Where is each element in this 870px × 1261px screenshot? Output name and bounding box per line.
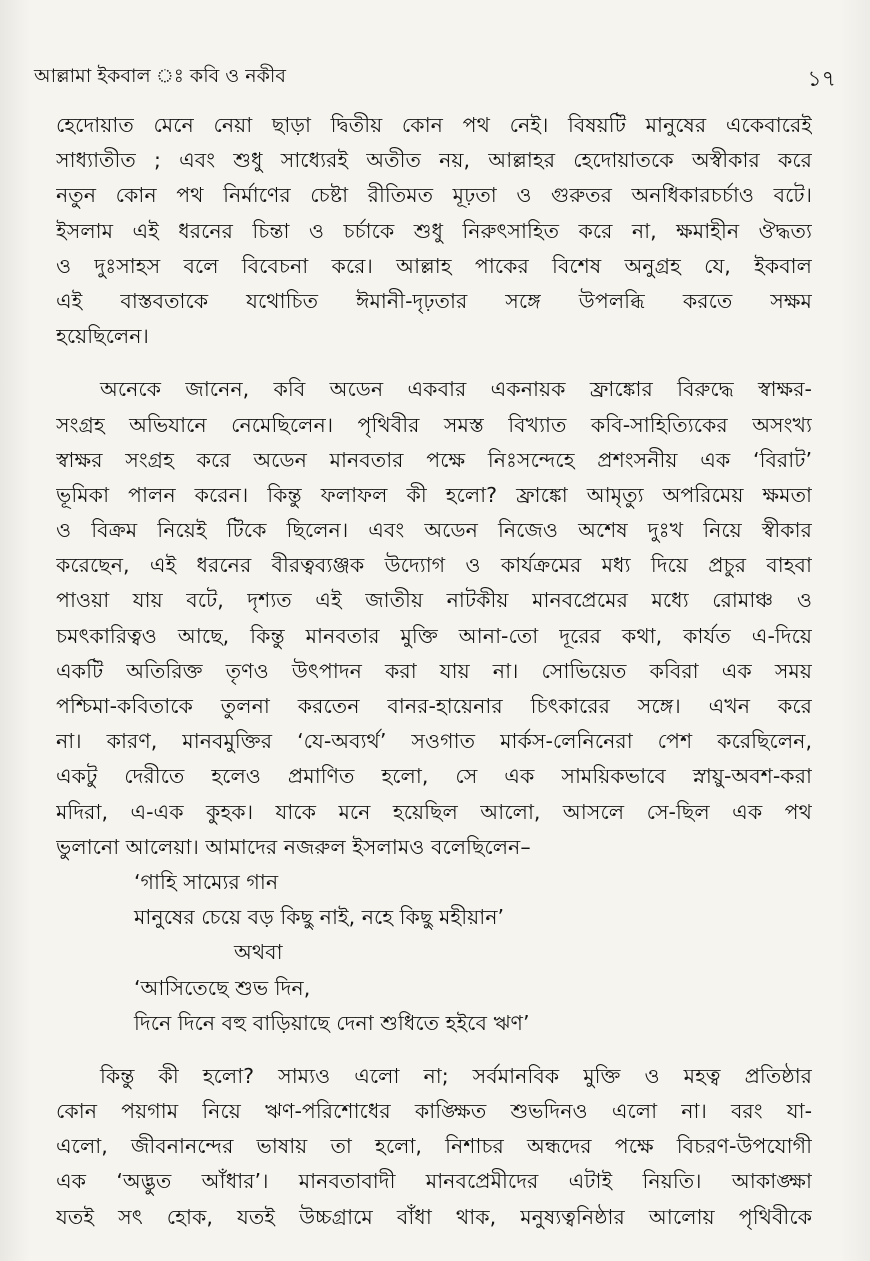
verse-quote xyxy=(56,865,812,1041)
text-line: এলো, জীবনানন্দের ভাষায় তা হলো, নিশাচর অন্ধদের পক্ষে বিচরণ-উপযোগী xyxy=(56,1134,812,1159)
text-line: স্বাক্ষর সংগ্রহ করে অডেন মানবতার পক্ষে নিঃসন্দেহে প্রশংসনীয় এক ‘বিরাট’ xyxy=(56,447,812,472)
text-line: যতই সৎ হোক, যতই উচ্চগ্রামে বাঁধা থাক, মনুষ্যত্বনিষ্ঠার আলোয় পৃথিবীকে xyxy=(56,1204,812,1229)
text-line: সাধ্যাতীত ; এবং শুধু সাধ্যেরই অতীত নয়, আল্লাহর হেদোয়াতকে অস্বীকার করে xyxy=(56,148,812,173)
text-line: ভূমিকা পালন করেন। কিন্তু ফলাফল কী হলো? ফ্রাঙ্কো আমৃত্যু অপরিমেয় ক্ষমতা xyxy=(56,482,812,507)
text-line: পশ্চিমা-কবিতাকে তুলনা করতেন বানর-হায়েনার চিৎকারের সঙ্গে। এখন করে xyxy=(56,694,812,718)
paragraph-3 xyxy=(56,1059,812,1235)
text-line: কোন পয়গাম নিয়ে ঋণ-পরিশোধের কাঙ্ক্ষিত শুভদিনও এলো না। বরং যা- xyxy=(56,1099,812,1124)
verse-line: মানুষের চেয়ে বড় কিছু নাই, নহে কিছু মহীয়ান’ xyxy=(134,905,505,930)
running-title: আল্লামা ইকবাল ঃ কবি ও নকীব xyxy=(34,65,286,87)
text-line: মদিরা, এ-এক কুহক। যাকে মনে হয়েছিল আলো, আসলে সে-ছিল এক পথ xyxy=(56,799,812,824)
text-line: হয়েছিলেন। xyxy=(56,324,149,349)
text-line: কিন্তু কী হলো? সাম্যও এলো না; সর্বমানবিক মুক্তি ও মহত্ব প্রতিষ্ঠার xyxy=(100,1063,812,1088)
text-line: চমৎকারিত্বও আছে, কিন্তু মানবতার মুক্তি আনা-তো দূরের কথা, কার্যত এ-দিয়ে xyxy=(56,623,812,648)
text-line: এক ‘অদ্ভুত আঁধার’। মানবতাবাদী মানবপ্রেমীদের এটাই নিয়তি। আকাঙ্ক্ষা xyxy=(56,1169,812,1194)
paragraph-1 xyxy=(56,108,812,354)
text-line: একটু দেরীতে হলেও প্রমাণিত হলো, সে এক সাময়িকভাবে স্নায়ু-অবশ-করা xyxy=(56,764,812,789)
text-line: সংগ্রহ অভিযানে নেমেছিলেন। পৃথিবীর সমস্ত বিখ্যাত কবি-সাহিত্যিকের অসংখ্য xyxy=(56,412,812,437)
verse-line: ‘আসিতেছে শুভ দিন, xyxy=(134,975,311,1000)
text-line: নতুন কোন পথ নির্মাণের চেষ্টা রীতিমত মূঢ়তা ও গুরুতর অনধিকারচর্চাও বটে। xyxy=(56,183,812,208)
text-line: ও দুঃসাহস বলে বিবেচনা করে। আল্লাহ পাকের বিশেষ অনুগ্রহ যে, ইকবাল xyxy=(56,253,812,278)
paragraph-2 xyxy=(56,372,812,865)
text-line: ইসলাম এই ধরনের চিন্তা ও চর্চাকে শুধু নিরুৎসাহিত করে না, ক্ষমাহীন ঔদ্ধত্য xyxy=(56,218,812,243)
text-line: এই বাস্তবতাকে যথোচিত ঈমানী-দৃঢ়তার সঙ্গে উপলব্ধি করতে সক্ষম xyxy=(56,288,812,313)
text-line: হেদোয়াত মেনে নেয়া ছাড়া দ্বিতীয় কোন পথ নেই। বিষয়টি মানুষের একেবারেই xyxy=(56,113,812,137)
text-line: একটি অতিরিক্ত তৃণও উৎপাদন করা যায় না। সোভিয়েত কবিরা এক সময় xyxy=(56,658,812,683)
text-line: পাওয়া যায় বটে, দৃশ্যত এই জাতীয় নাটকীয় মানবপ্রেমের মধ্যে রোমাঞ্চ ও xyxy=(56,588,812,613)
text-line: অনেকে জানেন, কবি অডেন একবার একনায়ক ফ্রাঙ্কোর বিরুদ্ধে স্বাক্ষর- xyxy=(100,377,812,402)
verse-line: দিনে দিনে বহু বাড়িয়াছে দেনা শুধিতে হইবে ঋণ’ xyxy=(134,1010,530,1035)
verse-line: ‘গাহি সাম্যের গান xyxy=(134,869,279,894)
verse-line: অথবা xyxy=(234,940,283,965)
body-text xyxy=(56,108,812,1235)
text-line: করেছেন, এই ধরনের বীরত্বব্যঞ্জক উদ্যোগ ও কার্যক্রমের মধ্য দিয়ে প্রচুর বাহবা xyxy=(56,553,812,578)
text-line: না। কারণ, মানবমুক্তির ‘যে-অব্যর্থ’ সওগাত মার্কস-লেনিনেরা পেশ করেছিলেন, xyxy=(56,729,812,754)
page-header xyxy=(34,62,836,96)
text-line: ও বিক্রম নিয়েই টিকে ছিলেন। এবং অডেন নিজেও অশেষ দুঃখ নিয়ে স্বীকার xyxy=(56,518,812,543)
text-line: ভুলানো আলেয়া। আমাদের নজরুল ইসলামও বলেছিলেন– xyxy=(56,834,531,859)
page-number: ১৭ xyxy=(807,67,836,92)
